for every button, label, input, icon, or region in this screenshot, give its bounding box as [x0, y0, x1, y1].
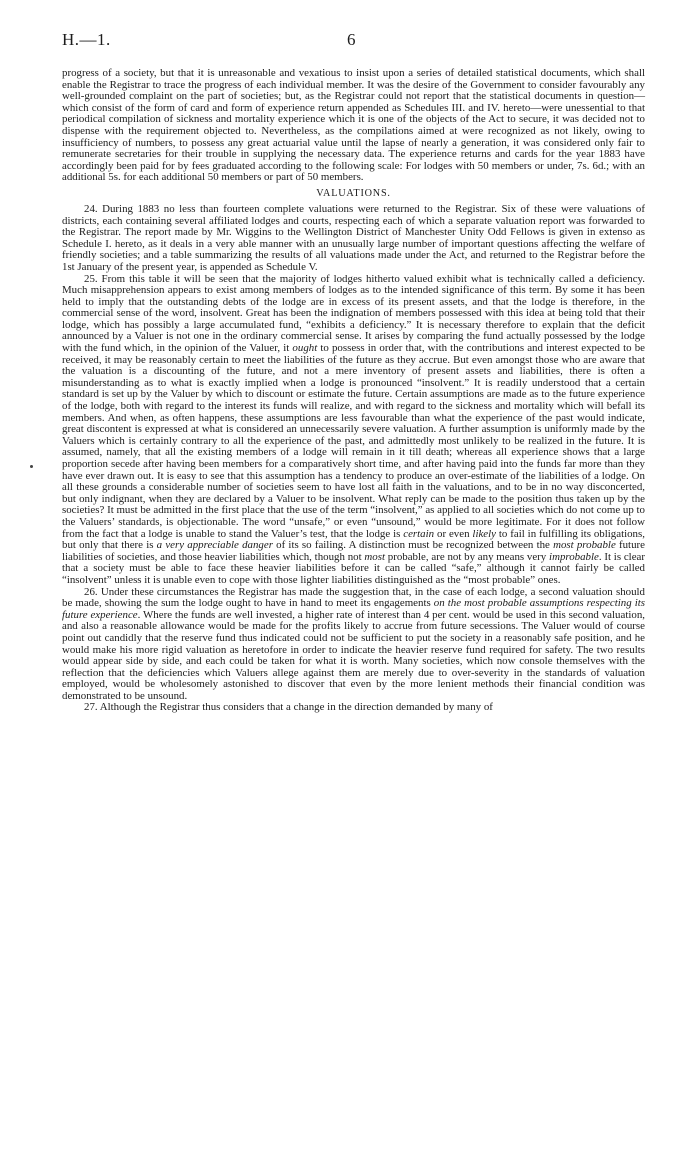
emphasis-most-probable-assumptions: on the most probable assumptions respecting its future experience — [62, 597, 645, 621]
paragraph-25-text: to fail in fulfilling its obligations, but only that there is — [62, 527, 645, 552]
paragraph-26-text: 26. Under these circumstances the Registrar has made the suggestion that, in the case of each lodge, a second valuation should be made, showing the sum the lodge ought to have in hand to meet its engagements — [62, 585, 645, 610]
paragraph-25-text: to possess in order that, with the contributions and interest expected to be received, it may be reasonably certain to meet the liabilities of the future as they accrue. But even amongst those who are aware that the valuation is a discounting of the future, and not a mere inventory of present assets and liabilities, there is often a misunderstanding as to what is exactly implied when a lodge is pronounced “insolvent.” It is readily understood that a certain standard is set up by the Valuer by which to discount or estimate the future. Certain assumptions are made as to the future experience of the lodge, both with regard to the interest its funds will realize, and with regard to the sickness and mortality which will befall its members. And when, as often happens, these assumptions are less favourable than what the experience of the past would indicate, great discontent is expressed at what is considered an unnecessarily severe valuation. A further assumption is uniformly made by the Valuers which is certainly contrary to all the experience of the past, and admittedly most unlikely to be realized in the future. It is assumed, namely, that all the existing members of a lodge will remain in it till death; whereas all experience shows that a large proportion secede after having been members for a comparatively short time, and after having paid into the funds far more than they have ever drawn out. It is easy to see that this assumption has a tendency to produce an over-estimate of the liabilities of a lodge. On all these grounds a considerable number of societies seem to have lost all faith in the valuations, and to be in no way disconcerted, but only indignant, when they are declared by a Valuer to be insolvent. What reply can be made to the position thus taken up by the societies? It must be admitted in the first place that the use of the term “insolvent,” as applied to all societies which do not come up to the Valuers’ standards, is objectionable. The word “unsafe,” or even “unsound,” would be more legitimate. For it does not follow from the fact that a lodge is unable to stand the Valuer’s test, that the lodge is — [62, 342, 645, 540]
emphasis-likely: likely — [472, 527, 497, 540]
page-header — [62, 30, 645, 56]
page-number: 6 — [347, 30, 356, 49]
paragraph-25-text: . It is clear that a society must be able to face these heavier liabilities before it can be called “safe,” although it cannot fairly be called “insolvent” unless it is unable even to cope with those lighter liabilities distinguished as the “most probable” ones. — [62, 550, 645, 586]
section-heading-valuations: VALUATIONS. — [316, 187, 391, 199]
paragraph-24: 24. During 1883 no less than fourteen complete valuations were returned to the Registrar. Six of these were valuations of districts, each containing several affiliated lodges and courts, respecting each of which a separate valuation report was forwarded to the Registrar. The report made by Mr. Wiggins to the Wellington District of Manchester Unity Odd Fellows is given in extenso as Schedule I. hereto, as it deals in a very able manner with an unusually large number of important questions affecting the welfare of friendly societies; and a table summarizing the results of all valuations made under the Act, and returned to the Registrar before the 1st January of the present year, is appended as Schedule V. — [62, 202, 645, 273]
document-reference: H.—1. — [62, 30, 111, 49]
emphasis-improbable: improbable — [549, 550, 599, 563]
paragraph-26-text: . Where the funds are well invested, a higher rate of interest than 4 per cent. would be used in this second valuation, and also a reasonable allowance would be made for the profits likely to accrue from future secessions. The Valuer would of course point out candidly that the reserve fund thus indicated could not be sufficient to put the society in a reasonably safe position, and he would make his more rigid valuation as heretofore in order to indicate the heavier reserve fund required for safety. The two results would appear side by side, and each could be taken for what it is worth. Many societies, which now console themselves with the reflection that the deficiencies which Valuers allege against them are merely due to over-severity in the standards of valuation employed, would be wholesomely astonished to discover that even by the more lenient methods their financial condition was demonstrated to be unsound. — [62, 608, 645, 702]
paragraph-25-text: future liabilities of societies, and those heavier liabilities which, though not — [62, 539, 645, 563]
emphasis-most-probable: most probable — [553, 539, 616, 552]
document-page — [62, 30, 645, 714]
paragraph-26 — [62, 587, 645, 703]
paragraph-25-text: of its so failing. A distinction must be recognized between the — [272, 539, 554, 552]
emphasis-ought: ought — [292, 342, 318, 355]
paragraph-25 — [62, 274, 645, 587]
paragraph-27: 27. Although the Registrar thus considers that a change in the direction demanded by many of — [84, 701, 493, 714]
paragraph-25-text: 25. From this table it will be seen that the majority of lodges hitherto valued exhibit what is technically called a deficiency. Much misapprehension appears to exist among members of lodges as to the intended significance of this term. By some it has been held to imply that the outstanding debts of the lodge are in excess of its present assets, and that the lodge is therefore, in the commercial sense of the word, insolvent. Great has been the indignation of members possessed with this idea at being told that their lodge, which has possibly a large accumulated fund, “exhibits a deficiency.” It is necessary therefore to explain that the deficit announced by a Valuer is not one in the ordinary commercial sense. It arises by comparing the fund actually possessed by the lodge with the fund which, in the opinion of the Valuer, it — [62, 272, 645, 355]
margin-mark — [30, 465, 33, 468]
paragraph-continuation: progress of a society, but that it is unreasonable and vexatious to insist upon a series of detailed statistical documents, which shall enable the Registrar to trace the progress of each individual member. It was the desire of the Government to consider favourably any well-grounded complaint on the part of societies; but, as the Registrar could not report that the statistical documents in question—which consist of the form of card and form of experience return appended as Schedules III. and IV. hereto—were unessential to that periodical compilation of sickness and mortality experience which it is one of the objects of the Act to secure, it was decided not to dispense with the requirement objected to. Nevertheless, as the compilations aimed at were recognized as not likely, owing to insufficiency of numbers, to possess any great actuarial value until the lapse of nearly a generation, it was considered only fair to remunerate secretaries for their trouble in supplying the necessary data. The experience returns and cards for the year 1883 have accordingly been paid for by fees graduated according to the following scale: For lodges with 50 members or under, 7s. 6d.; with an additional 5s. for each additional 50 members or part of 50 members. — [62, 67, 645, 184]
emphasis-appreciable-danger: a very appreciable danger — [156, 539, 273, 552]
emphasis-most: most — [364, 550, 385, 563]
emphasis-certain: certain — [403, 527, 435, 540]
paragraph-25-text: or even — [434, 527, 473, 540]
paragraph-25-text: probable, are not by any means very — [384, 550, 550, 563]
